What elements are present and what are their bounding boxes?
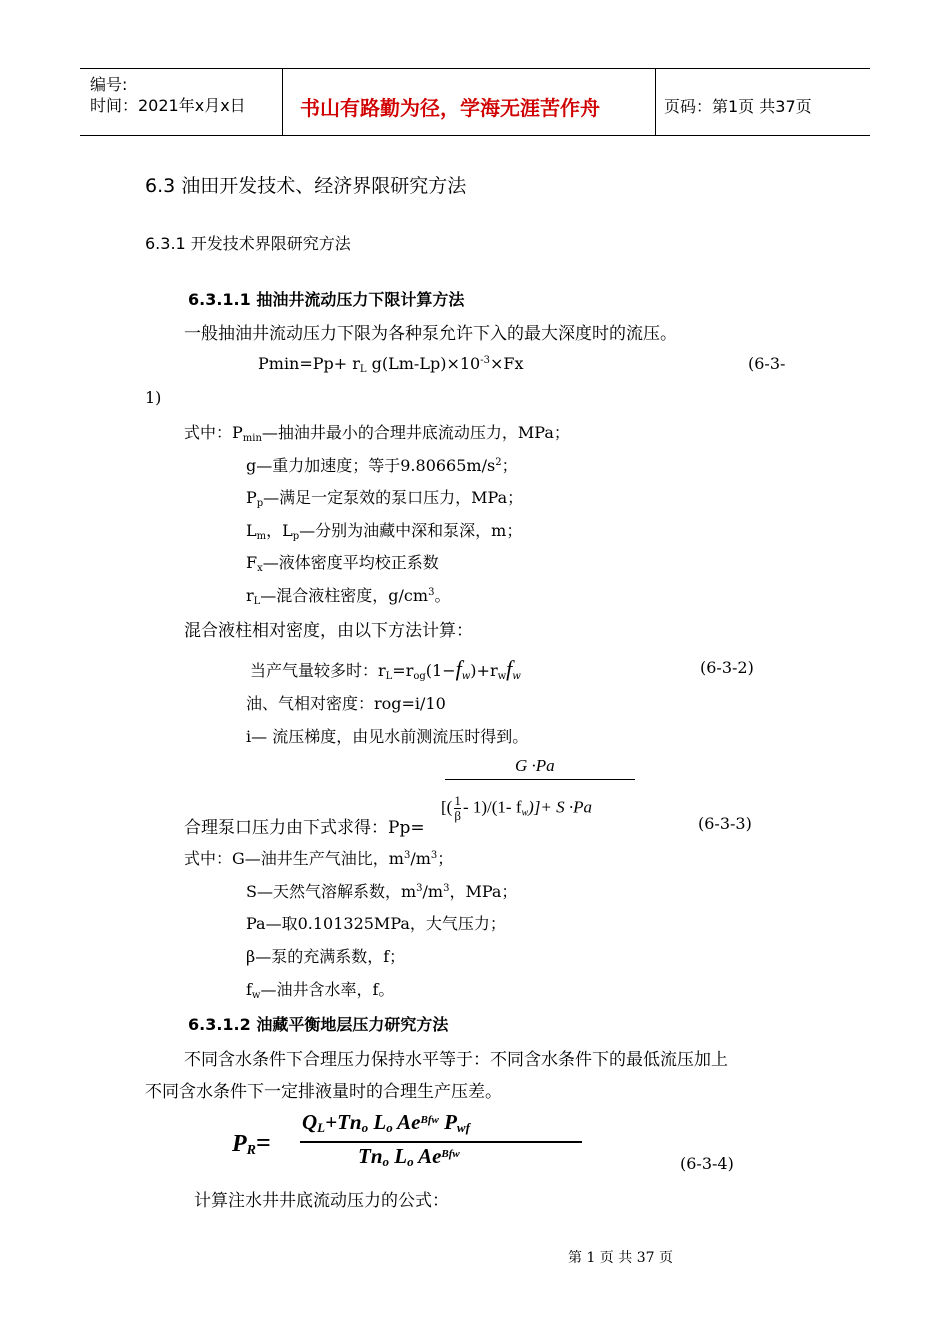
def-s	[246, 879, 517, 902]
text: /m	[410, 849, 431, 868]
paragraph-3a: 不同含水条件下合理压力保持水平等于：不同含水条件下的最低流压加上	[184, 1050, 728, 1070]
sup: 3	[416, 883, 423, 894]
text: L	[389, 1144, 408, 1168]
sub: o	[407, 1154, 414, 1169]
formula-number-6-3-1a: (6-3-	[748, 354, 786, 373]
formula-6-3-4-numerator	[302, 1110, 470, 1136]
sub: o	[361, 1120, 369, 1135]
paragraph-4: 计算注水井井底流动压力的公式：	[194, 1191, 449, 1211]
fw-symbol: f	[506, 656, 513, 681]
def-fx	[246, 550, 439, 574]
formula-part: Pmin=Pp+ r	[258, 354, 360, 373]
def-g	[246, 453, 518, 476]
header-motto: 书山有路勤为径，学海无涯苦作舟	[300, 96, 600, 120]
text: —满足一定泵效的泵口压力，MPa；	[263, 488, 524, 507]
text: 。	[434, 586, 451, 605]
subsection-title: 6.3.1 开发技术界限研究方法	[145, 234, 351, 253]
def-i: i— 流压梯度，由见水前测流压时得到。	[246, 727, 529, 746]
text: )]+ S ·Pa	[528, 797, 593, 817]
formula-6-3-1	[258, 354, 524, 375]
header-page-info: 页码：第1页 共37页	[664, 97, 812, 116]
text: +Tn	[325, 1110, 362, 1134]
sub: L	[253, 596, 261, 607]
formula-sub: L	[359, 364, 367, 375]
sub: L	[317, 1120, 326, 1135]
formula-6-3-2	[250, 656, 521, 682]
text: =r	[392, 661, 414, 680]
text: P	[246, 488, 257, 507]
formula-number-6-3-3: (6-3-3)	[698, 814, 752, 833]
section-title: 6.3 油田开发技术、经济界限研究方法	[145, 175, 467, 197]
text: Ae	[392, 1110, 421, 1134]
sub: o	[382, 1154, 390, 1169]
formula-sup: -3	[480, 355, 490, 366]
def-rl	[246, 583, 450, 607]
sub: L	[385, 671, 393, 682]
def-pp	[246, 485, 523, 509]
def-pa: Pa—取0.101325MPa，大气压力；	[246, 914, 506, 933]
formula-part: g(Lm-Lp)×10	[366, 354, 481, 373]
sub: og	[413, 671, 426, 682]
formula-6-3-3-label: 合理泵口压力由下式求得：Pp=	[184, 818, 425, 838]
text: r	[246, 586, 254, 605]
sup: Bfw	[420, 1114, 439, 1126]
text: —分别为油藏中深和泵深，m；	[299, 521, 523, 540]
sub: min	[242, 433, 262, 444]
formula-number-6-3-2: (6-3-2)	[700, 658, 754, 677]
sub: w	[461, 671, 471, 682]
text: 当产气量较多时：r	[250, 661, 386, 680]
text: S—天然气溶解系数，m	[246, 882, 417, 901]
formula-number-6-3-1b: 1)	[145, 388, 162, 407]
sub: R	[246, 1143, 257, 1158]
text: L	[246, 521, 257, 540]
sub: p	[292, 531, 300, 542]
text: Tn	[358, 1144, 383, 1168]
sub: o	[386, 1120, 393, 1135]
def-beta: β—泵的充满系数，f；	[246, 947, 406, 966]
text: —混合液柱密度，g/cm	[260, 586, 429, 605]
text: ，L	[266, 521, 293, 540]
paragraph-2: 混合液柱相对密度，由以下方法计算：	[184, 621, 473, 641]
formula-part: ×Fx	[489, 354, 524, 373]
sub: m	[256, 531, 267, 542]
text: 式中：P	[184, 423, 243, 442]
sup: 3	[428, 587, 435, 598]
subsubsection-title-2: 6.3.1.2 油藏平衡地层压力研究方法	[188, 1015, 449, 1034]
def-fw	[246, 977, 394, 1001]
text: L	[368, 1110, 387, 1134]
text: P	[438, 1110, 457, 1134]
formula-number-6-3-4: (6-3-4)	[680, 1154, 734, 1173]
inner-frac-top: 1	[454, 793, 461, 808]
text: F	[246, 553, 258, 572]
sup: Bfw	[441, 1148, 460, 1160]
sub: x	[257, 563, 263, 574]
text: g—重力加速度；等于9.80665m/s	[246, 456, 496, 475]
text: ；	[437, 849, 454, 868]
header-bottom-rule	[80, 135, 870, 136]
header-divider-left	[282, 68, 283, 136]
def-rog: 油、气相对密度：rog=i/10	[246, 694, 446, 713]
sup: 3	[430, 850, 438, 861]
text: (1−	[425, 661, 456, 680]
text: Ae	[413, 1144, 442, 1168]
equals: =	[256, 1128, 271, 1157]
header-date-label: 时间：2021年x月x日	[90, 96, 246, 115]
sub: w	[521, 807, 529, 819]
text: ，MPa；	[449, 882, 518, 901]
sup: 3	[443, 883, 450, 894]
paragraph-1: 一般抽油井流动压力下限为各种泵允许下入的最大深度时的流压。	[184, 324, 677, 344]
formula-6-3-3-denominator	[441, 794, 592, 823]
text: [(	[441, 797, 453, 817]
where-line-g	[184, 846, 453, 869]
formula-6-3-4-fraction-bar	[300, 1141, 582, 1143]
text: P	[232, 1131, 247, 1157]
text: Q	[302, 1110, 318, 1134]
inner-frac-bot: β	[454, 808, 461, 823]
fw-symbol: f	[455, 656, 462, 681]
formula-6-3-4-lhs	[232, 1128, 271, 1159]
text: 式中：G—油井生产气油比，m	[184, 849, 404, 868]
text: /m	[422, 882, 444, 901]
text: —液体密度平均校正系数	[262, 553, 439, 572]
sub: w	[497, 671, 507, 682]
text: —油井含水率，f。	[260, 980, 395, 999]
sub: p	[256, 498, 264, 509]
inner-fraction	[454, 794, 461, 823]
text: - 1)/(1- f	[462, 797, 522, 817]
paragraph-3b: 不同含水条件下一定排液量时的合理生产压差。	[145, 1082, 502, 1102]
header-divider-right	[655, 68, 656, 136]
def-lm	[246, 518, 522, 542]
text: ；	[501, 456, 518, 475]
sub: w	[512, 671, 521, 682]
subsubsection-title-1: 6.3.1.1 抽油井流动压力下限计算方法	[188, 290, 465, 309]
where-line-pmin	[184, 420, 570, 444]
sup: 3	[403, 850, 411, 861]
sub: w	[251, 990, 261, 1001]
formula-6-3-3-numerator: G ·Pa	[515, 756, 555, 775]
sub: wf	[456, 1120, 470, 1135]
text: f	[246, 980, 252, 999]
footer-page-number: 第 1 页 共 37 页	[568, 1250, 673, 1266]
text: )+r	[470, 661, 498, 680]
sup: 2	[495, 457, 502, 468]
text: —抽油井最小的合理井底流动压力，MPa；	[261, 423, 570, 442]
formula-6-3-4-denominator	[358, 1144, 460, 1170]
formula-6-3-3-fraction-bar	[445, 779, 635, 780]
header-top-rule	[80, 68, 870, 69]
header-number-label: 编号:	[90, 75, 128, 94]
